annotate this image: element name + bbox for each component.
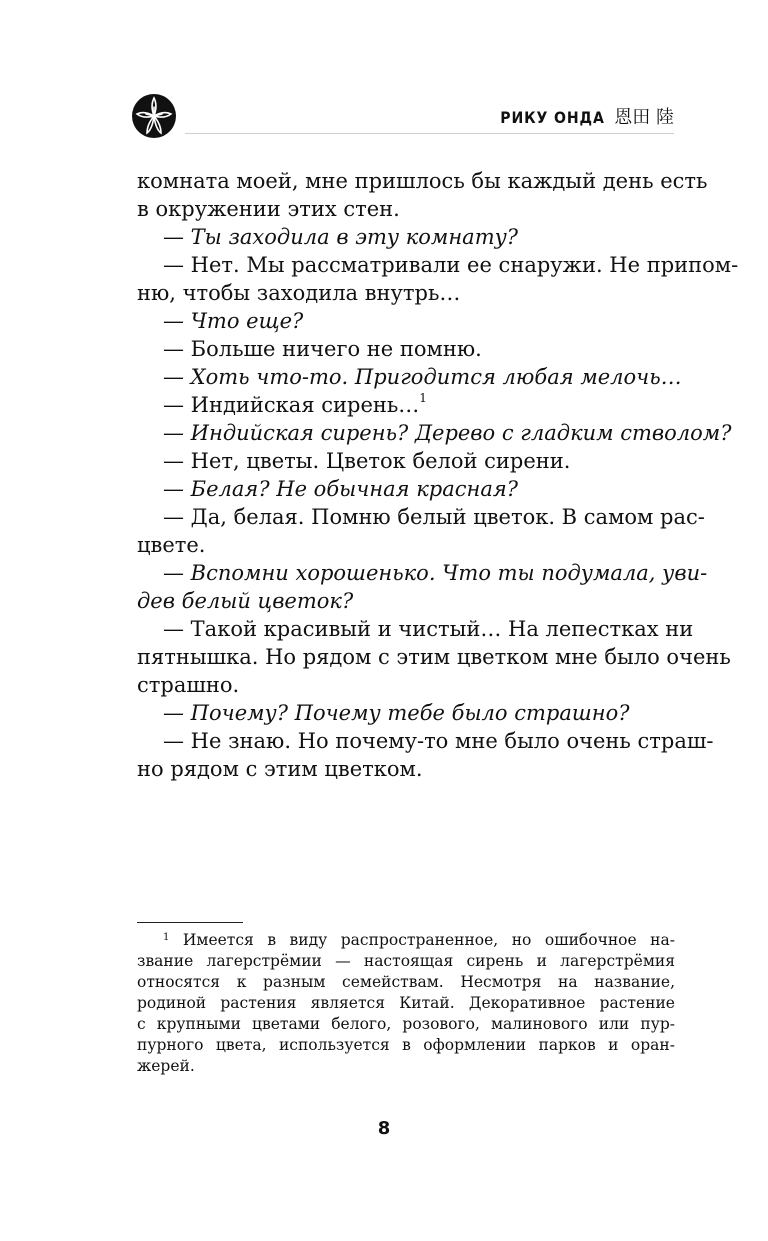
footnote-number: 1 xyxy=(163,932,170,943)
text-line: — Да, белая. Помню белый цветок. В самом рас- xyxy=(163,505,705,529)
text-line: — Что еще? xyxy=(163,309,304,333)
text-line: — Индийская сирень… xyxy=(163,393,420,417)
author-name: РИКУ ОНДА xyxy=(499,108,605,127)
running-header xyxy=(486,103,674,129)
text-line: — Нет. Мы рассматривали ее снаружи. Не припом- xyxy=(163,253,739,277)
text-line: цвете. xyxy=(137,533,206,557)
main-text xyxy=(137,167,739,783)
text-line: — Больше ничего не помню. xyxy=(163,337,482,361)
text-line: — Белая? Не обычная красная? xyxy=(163,477,519,501)
text-line: — Нет, цветы. Цветок белой сирени. xyxy=(163,449,571,473)
header-divider xyxy=(185,133,674,134)
footnote-line: с крупными цветами белого, розового, малинового или пур- xyxy=(137,1015,675,1033)
footnote-line xyxy=(137,930,675,951)
footnote-line: пурного цвета, используется в оформлении парков и оран- xyxy=(137,1036,675,1054)
text-line: страшно. xyxy=(137,673,240,697)
text-line: пятнышка. Но рядом с этим цветком мне было очень xyxy=(137,645,731,669)
footnote-text: Имеется в виду распространенное, но ошибочное на- xyxy=(182,931,675,949)
footnote xyxy=(137,930,675,1077)
text-line: — Такой красивый и чистый… На лепестках ни xyxy=(163,617,694,641)
page-number: 8 xyxy=(377,1118,391,1139)
author-name-native: 恩田 陸 xyxy=(614,107,674,128)
text-line: — Почему? Почему тебе было страшно? xyxy=(163,701,630,725)
text-line: — Хоть что-то. Пригодится любая мелочь… xyxy=(163,365,682,389)
footnote-divider xyxy=(137,922,243,923)
text-line: в окружении этих стен. xyxy=(137,197,400,221)
text-line: дев белый цветок? xyxy=(137,589,354,613)
footnote-reference[interactable]: 1 xyxy=(419,391,427,405)
text-line: — Вспомни хорошенько. Что ты подумала, уви- xyxy=(163,561,708,585)
footnote-line: звание лагерстрёмии — настоящая сирень и лагерстрёмия xyxy=(137,952,675,970)
lily-flower-icon xyxy=(131,93,177,139)
text-line: — Индийская сирень? Дерево с гладким стволом? xyxy=(163,421,732,445)
text-line: — Ты заходила в эту комнату? xyxy=(163,225,519,249)
footnote-line: родиной растения является Китай. Декоративное растение xyxy=(137,994,675,1012)
footnote-line: относятся к разным семействам. Несмотря на название, xyxy=(137,973,675,991)
text-line: комната моей, мне пришлось бы каждый день есть xyxy=(137,169,708,193)
text-line: — Не знаю. Но почему-то мне было очень страш- xyxy=(163,729,714,753)
footnote-line: жерей. xyxy=(137,1057,195,1075)
text-line-with-footnote xyxy=(137,391,675,419)
page-header xyxy=(0,0,768,140)
text-line: ню, чтобы заходила внутрь… xyxy=(137,281,461,305)
text-line: но рядом с этим цветком. xyxy=(137,757,423,781)
